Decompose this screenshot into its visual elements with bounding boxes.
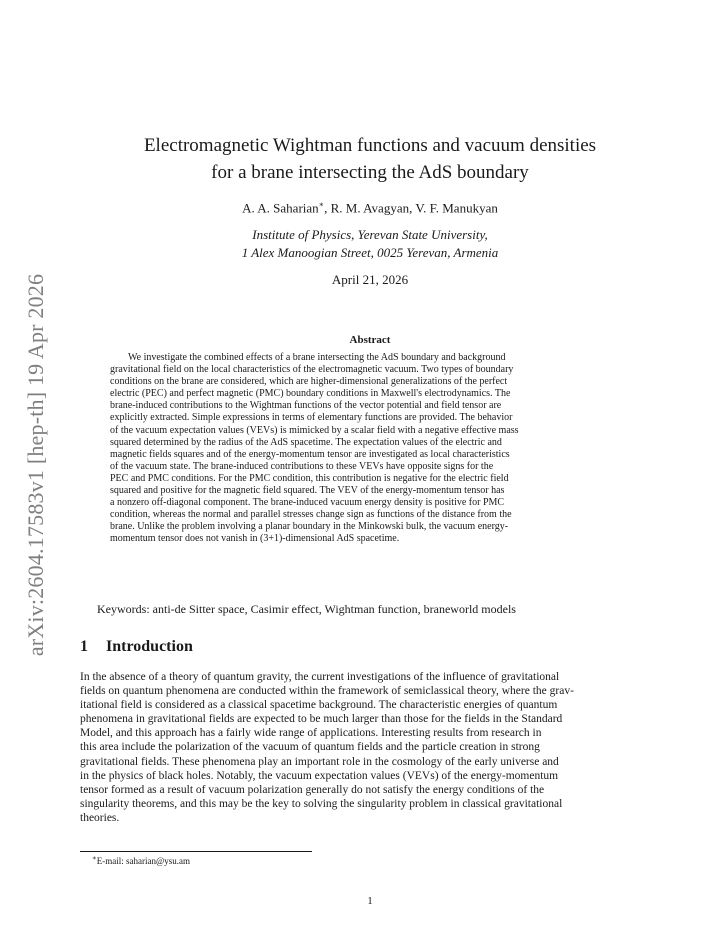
section-number: 1 — [80, 638, 88, 655]
introduction-text — [80, 670, 662, 825]
page-number: 1 — [367, 895, 373, 907]
title-line-2: for a brane intersecting the AdS boundary — [211, 162, 529, 183]
body-line: tensor formed as a result of vacuum polarization generally do not satisfy the energy conditions of the — [80, 783, 545, 796]
footnote-mark: ∗ — [92, 854, 97, 862]
section-title: Introduction — [106, 638, 193, 655]
abstract-line: magnetic fields squares and of the energy-momentum tensor are investigated as local characteristics — [110, 448, 510, 460]
abstract-line: We investigate the combined effects of a brane intersecting the AdS boundary and background — [128, 352, 506, 363]
body-line: In the absence of a theory of quantum gravity, the current investigations of the influence of gravitational — [80, 671, 560, 683]
abstract-text — [110, 352, 630, 546]
footnote-divider — [80, 851, 312, 852]
author-rest: , R. M. Avagyan, V. F. Manukyan — [324, 200, 498, 216]
footnote-email: E-mail: saharian@ysu.am — [96, 856, 191, 866]
footnote — [92, 854, 190, 866]
abstract-line: conditions on the brane are considered, which are higher-dimensional generalizations of the perfect — [110, 376, 508, 388]
arxiv-identifier: arXiv:2604.17583v1 [hep-th] 19 Apr 2026 — [23, 273, 48, 657]
body-line: phenomena in gravitational fields are expected to be much larger than those for the fields in the Standard — [80, 713, 563, 726]
footnote-mark: ∗ — [318, 200, 325, 209]
body-line: in the physics of black holes. Notably, the vacuum expectation values (VEVs) of the energy-momentum — [80, 769, 559, 782]
author-first: A. A. Saharian — [242, 200, 319, 216]
body-line: fields on quantum phenomena are conducted within the framework of semiclassical theory, where the grav- — [80, 685, 574, 698]
abstract-line: brane-induced contributions to the Wightman functions of the vector potential and field tensor are — [110, 400, 502, 412]
abstract-line: squared and positive for the magnetic field squared. The VEV of the energy-momentum tensor has — [110, 485, 505, 497]
affiliation — [80, 226, 660, 262]
abstract-line: explicitly extracted. Simple expressions in terms of elementary functions are provided. The behavior — [110, 412, 513, 424]
body-line: this area include the polarization of the vacuum of quantum fields and the particle creation in strong — [80, 741, 540, 754]
body-line: singularity theorems, and this may be the key to solving the singularity problem in classical gravitational — [80, 797, 563, 810]
body-line: itational field is considered as a classical spacetime background. The characteristic energies of quantum — [80, 699, 558, 712]
abstract-line: gravitational field on the local characteristics of the electromagnetic vacuum. Two types of boundary — [110, 364, 514, 376]
affiliation-line-2: 1 Alex Manoogian Street, 0025 Yerevan, Armenia — [241, 245, 499, 260]
title-line-1: Electromagnetic Wightman functions and vacuum densities — [143, 135, 597, 156]
affiliation-line-1: Institute of Physics, Yerevan State University, — [252, 227, 488, 242]
arxiv-stamp — [16, 255, 56, 675]
abstract-line: PEC and PMC conditions. For the PMC condition, this contribution is negative for the electric field — [110, 472, 509, 484]
abstract-line: of the vacuum expectation values (VEVs) is mimicked by a scalar field with a negative effective mass — [110, 424, 519, 436]
abstract-line: electric (PEC) and perfect magnetic (PMC) boundary conditions in Maxwell's electrodynamics. The — [110, 388, 511, 400]
paper-title — [80, 132, 660, 186]
abstract-line: condition, whereas the normal and parallel stresses change sign as functions of the distance from the — [110, 509, 512, 521]
abstract-line: of the vacuum state. The brane-induced contributions to these VEVs have opposite signs for the — [110, 460, 494, 472]
section-heading — [80, 638, 193, 656]
abstract-line: momentum tensor does not vanish in (3+1)-dimensional AdS spacetime. — [110, 533, 400, 545]
paper-date: April 21, 2026 — [331, 272, 409, 287]
author-list — [80, 200, 660, 216]
abstract-line: squared determined by the radius of the AdS spacetime. The expectation values of the electric and — [110, 436, 502, 448]
abstract-line: brane. Unlike the problem involving a planar boundary in the Minkowski bulk, the vacuum energy- — [110, 521, 509, 533]
keywords: Keywords: anti-de Sitter space, Casimir effect, Wightman function, braneworld models — [97, 602, 516, 616]
abstract-line: a nonzero off-diagonal component. The brane-induced vacuum energy density is positive for PMC — [110, 497, 505, 509]
body-line: Model, and this approach has a fairly wide range of applications. Interesting results from research in — [80, 727, 542, 740]
body-line: gravitational fields. These phenomena play an important role in the cosmology of the early universe and — [80, 755, 559, 768]
abstract-heading: Abstract — [349, 334, 391, 346]
body-line: theories. — [80, 811, 120, 824]
